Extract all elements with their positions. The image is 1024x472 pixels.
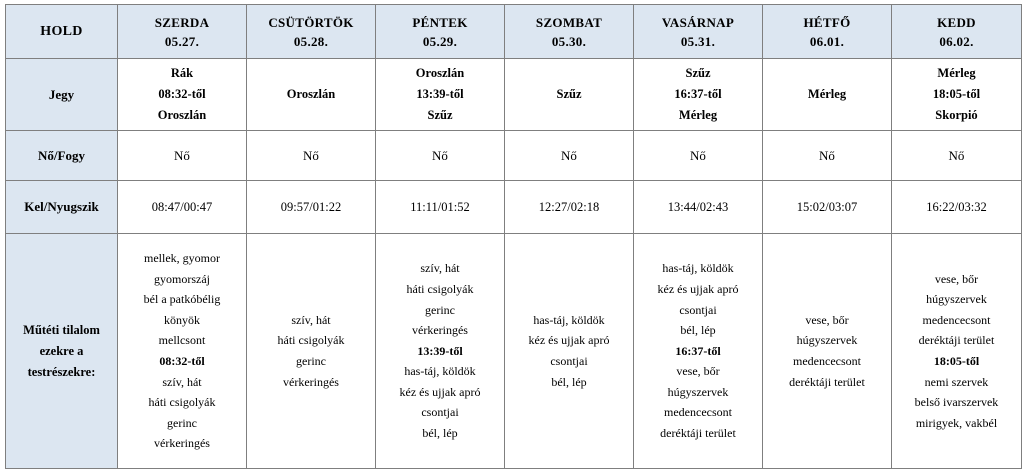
- jegy-cell: [376, 59, 505, 131]
- day-name: KEDD: [937, 14, 976, 30]
- row-label-line: Műtéti tilalom: [23, 322, 100, 337]
- kel-row: [6, 181, 1022, 234]
- nofogy-cell: Nő: [505, 131, 634, 181]
- mutet-cell: [892, 234, 1022, 469]
- jegy-cell: [505, 59, 634, 131]
- body-part: kéz és ujjak apró: [528, 333, 610, 348]
- body-part: gerinc: [167, 415, 197, 430]
- kel-cell: 11:11/01:52: [376, 181, 505, 234]
- row-label-nofogy: Nő/Fogy: [6, 131, 118, 181]
- row-label-jegy: Jegy: [6, 59, 118, 131]
- body-part: vese, bőr: [676, 364, 720, 379]
- day-date: 05.29.: [422, 33, 458, 49]
- day-header-3: [376, 5, 505, 59]
- jegy-line: 13:39-től: [416, 87, 464, 101]
- jegy-line: Skorpió: [935, 108, 978, 122]
- body-part: könyök: [164, 312, 200, 327]
- body-part: háti csigolyák: [148, 395, 216, 410]
- day-name: SZERDA: [154, 14, 210, 30]
- day-header-1: [118, 5, 247, 59]
- body-part: deréktáji terület: [660, 426, 736, 441]
- body-part: csontjai: [550, 354, 588, 368]
- day-header-5: [634, 5, 763, 59]
- kel-cell: 15:02/03:07: [763, 181, 892, 234]
- body-part: vérkeringés: [154, 436, 210, 451]
- body-part: mirigyek, vakbél: [915, 415, 998, 430]
- jegy-row: [6, 59, 1022, 131]
- body-part: mellcsont: [158, 333, 206, 348]
- mutet-cell: [634, 234, 763, 469]
- day-name: VASÁRNAP: [661, 14, 735, 30]
- day-date: 06.01.: [809, 33, 845, 49]
- body-part: gyomorszáj: [154, 271, 210, 286]
- body-part: medencecsont: [793, 354, 861, 368]
- jegy-line: Oroszlán: [286, 87, 336, 101]
- nofogy-row: [6, 131, 1022, 181]
- day-name: CSÜTÖRTÖK: [268, 14, 354, 30]
- body-part: has-táj, köldök: [662, 261, 734, 276]
- mutet-cell: [505, 234, 634, 469]
- day-name: PÉNTEK: [412, 14, 468, 30]
- body-part: gerinc: [296, 354, 326, 368]
- kel-cell: 16:22/03:32: [892, 181, 1022, 234]
- body-part: mellek, gyomor: [144, 251, 220, 266]
- body-part: kéz és ujjak apró: [657, 281, 739, 296]
- kel-cell: 09:57/01:22: [247, 181, 376, 234]
- body-part: has-táj, köldök: [533, 312, 605, 327]
- day-header-2: [247, 5, 376, 59]
- nofogy-cell: Nő: [247, 131, 376, 181]
- body-part: bél, lép: [680, 323, 716, 338]
- body-part: húgyszervek: [926, 292, 987, 307]
- mutet-cell: [247, 234, 376, 469]
- body-part: deréktáji terület: [918, 333, 995, 348]
- body-part: bél, lép: [422, 426, 458, 441]
- body-part: szív, hát: [162, 374, 202, 389]
- body-part: szív, hát: [420, 261, 460, 276]
- jegy-line: 18:05-től: [932, 87, 981, 101]
- body-part: kéz és ujjak apró: [399, 384, 481, 399]
- jegy-cell: [763, 59, 892, 131]
- body-part: medencecsont: [664, 405, 732, 420]
- row-label-line: testrészekre:: [27, 364, 96, 379]
- day-header-4: [505, 5, 634, 59]
- kel-cell: 12:27/02:18: [505, 181, 634, 234]
- jegy-line: Szűz: [685, 66, 711, 80]
- body-part: húgyszervek: [667, 384, 729, 399]
- jegy-line: 08:32-től: [158, 87, 206, 101]
- nofogy-cell: Nő: [763, 131, 892, 181]
- time-marker: 18:05-től: [933, 354, 980, 368]
- jegy-cell: [118, 59, 247, 131]
- jegy-cell: [634, 59, 763, 131]
- body-part: csontjai: [679, 302, 717, 317]
- body-part: háti csigolyák: [406, 281, 474, 296]
- body-part: vérkeringés: [283, 374, 339, 389]
- jegy-cell: [892, 59, 1022, 131]
- day-date: 05.27.: [164, 33, 200, 49]
- day-date: 05.31.: [680, 33, 716, 49]
- row-label-mutet: [6, 234, 118, 469]
- day-date: 05.28.: [293, 33, 329, 49]
- day-name: HÉTFŐ: [803, 14, 851, 30]
- jegy-line: Mérleg: [937, 66, 976, 80]
- nofogy-cell: Nő: [892, 131, 1022, 181]
- body-part: bél a patkóbélig: [143, 292, 221, 307]
- mutet-cell: [376, 234, 505, 469]
- nofogy-cell: Nő: [118, 131, 247, 181]
- day-header-6: [763, 5, 892, 59]
- body-part: háti csigolyák: [277, 333, 345, 348]
- mutet-cell: [763, 234, 892, 469]
- day-name: SZOMBAT: [535, 14, 603, 30]
- body-part: vese, bőr: [805, 312, 849, 327]
- jegy-line: 16:37-től: [674, 87, 722, 101]
- hold-header: HOLD: [6, 5, 118, 59]
- jegy-line: Mérleg: [807, 87, 847, 101]
- body-part: csontjai: [421, 405, 459, 420]
- body-part: húgyszervek: [796, 333, 858, 348]
- kel-cell: 08:47/00:47: [118, 181, 247, 234]
- mutet-row: [6, 234, 1022, 469]
- body-part: has-táj, köldök: [404, 364, 476, 379]
- jegy-line: Szűz: [427, 108, 453, 122]
- body-part: belső ivarszervek: [914, 395, 999, 410]
- body-part: bél, lép: [551, 374, 587, 389]
- jegy-line: Szűz: [556, 87, 582, 101]
- body-part: medencecsont: [922, 312, 991, 327]
- body-part: nemi szervek: [924, 374, 989, 389]
- jegy-cell: [247, 59, 376, 131]
- body-part: vese, bőr: [934, 271, 979, 286]
- body-part: szív, hát: [291, 312, 331, 327]
- kel-cell: 13:44/02:43: [634, 181, 763, 234]
- row-label-kel: Kel/Nyugszik: [6, 181, 118, 234]
- time-marker: 16:37-től: [675, 343, 721, 358]
- mutet-cell: [118, 234, 247, 469]
- time-marker: 13:39-től: [417, 343, 463, 358]
- body-part: gerinc: [425, 302, 455, 317]
- row-label-line: ezekre a: [39, 343, 84, 358]
- time-marker: 08:32-től: [159, 354, 205, 368]
- body-part: vérkeringés: [412, 323, 468, 338]
- jegy-line: Oroszlán: [157, 108, 207, 122]
- nofogy-cell: Nő: [634, 131, 763, 181]
- nofogy-cell: Nő: [376, 131, 505, 181]
- day-header-7: [892, 5, 1022, 59]
- day-date: 05.30.: [551, 33, 587, 49]
- body-part: deréktáji terület: [789, 374, 865, 389]
- moon-calendar-table: [5, 4, 1022, 469]
- day-date: 06.02.: [939, 33, 974, 49]
- jegy-line: Oroszlán: [415, 66, 465, 80]
- jegy-line: Mérleg: [678, 108, 718, 122]
- header-row: [6, 5, 1022, 59]
- jegy-line: Rák: [170, 66, 194, 80]
